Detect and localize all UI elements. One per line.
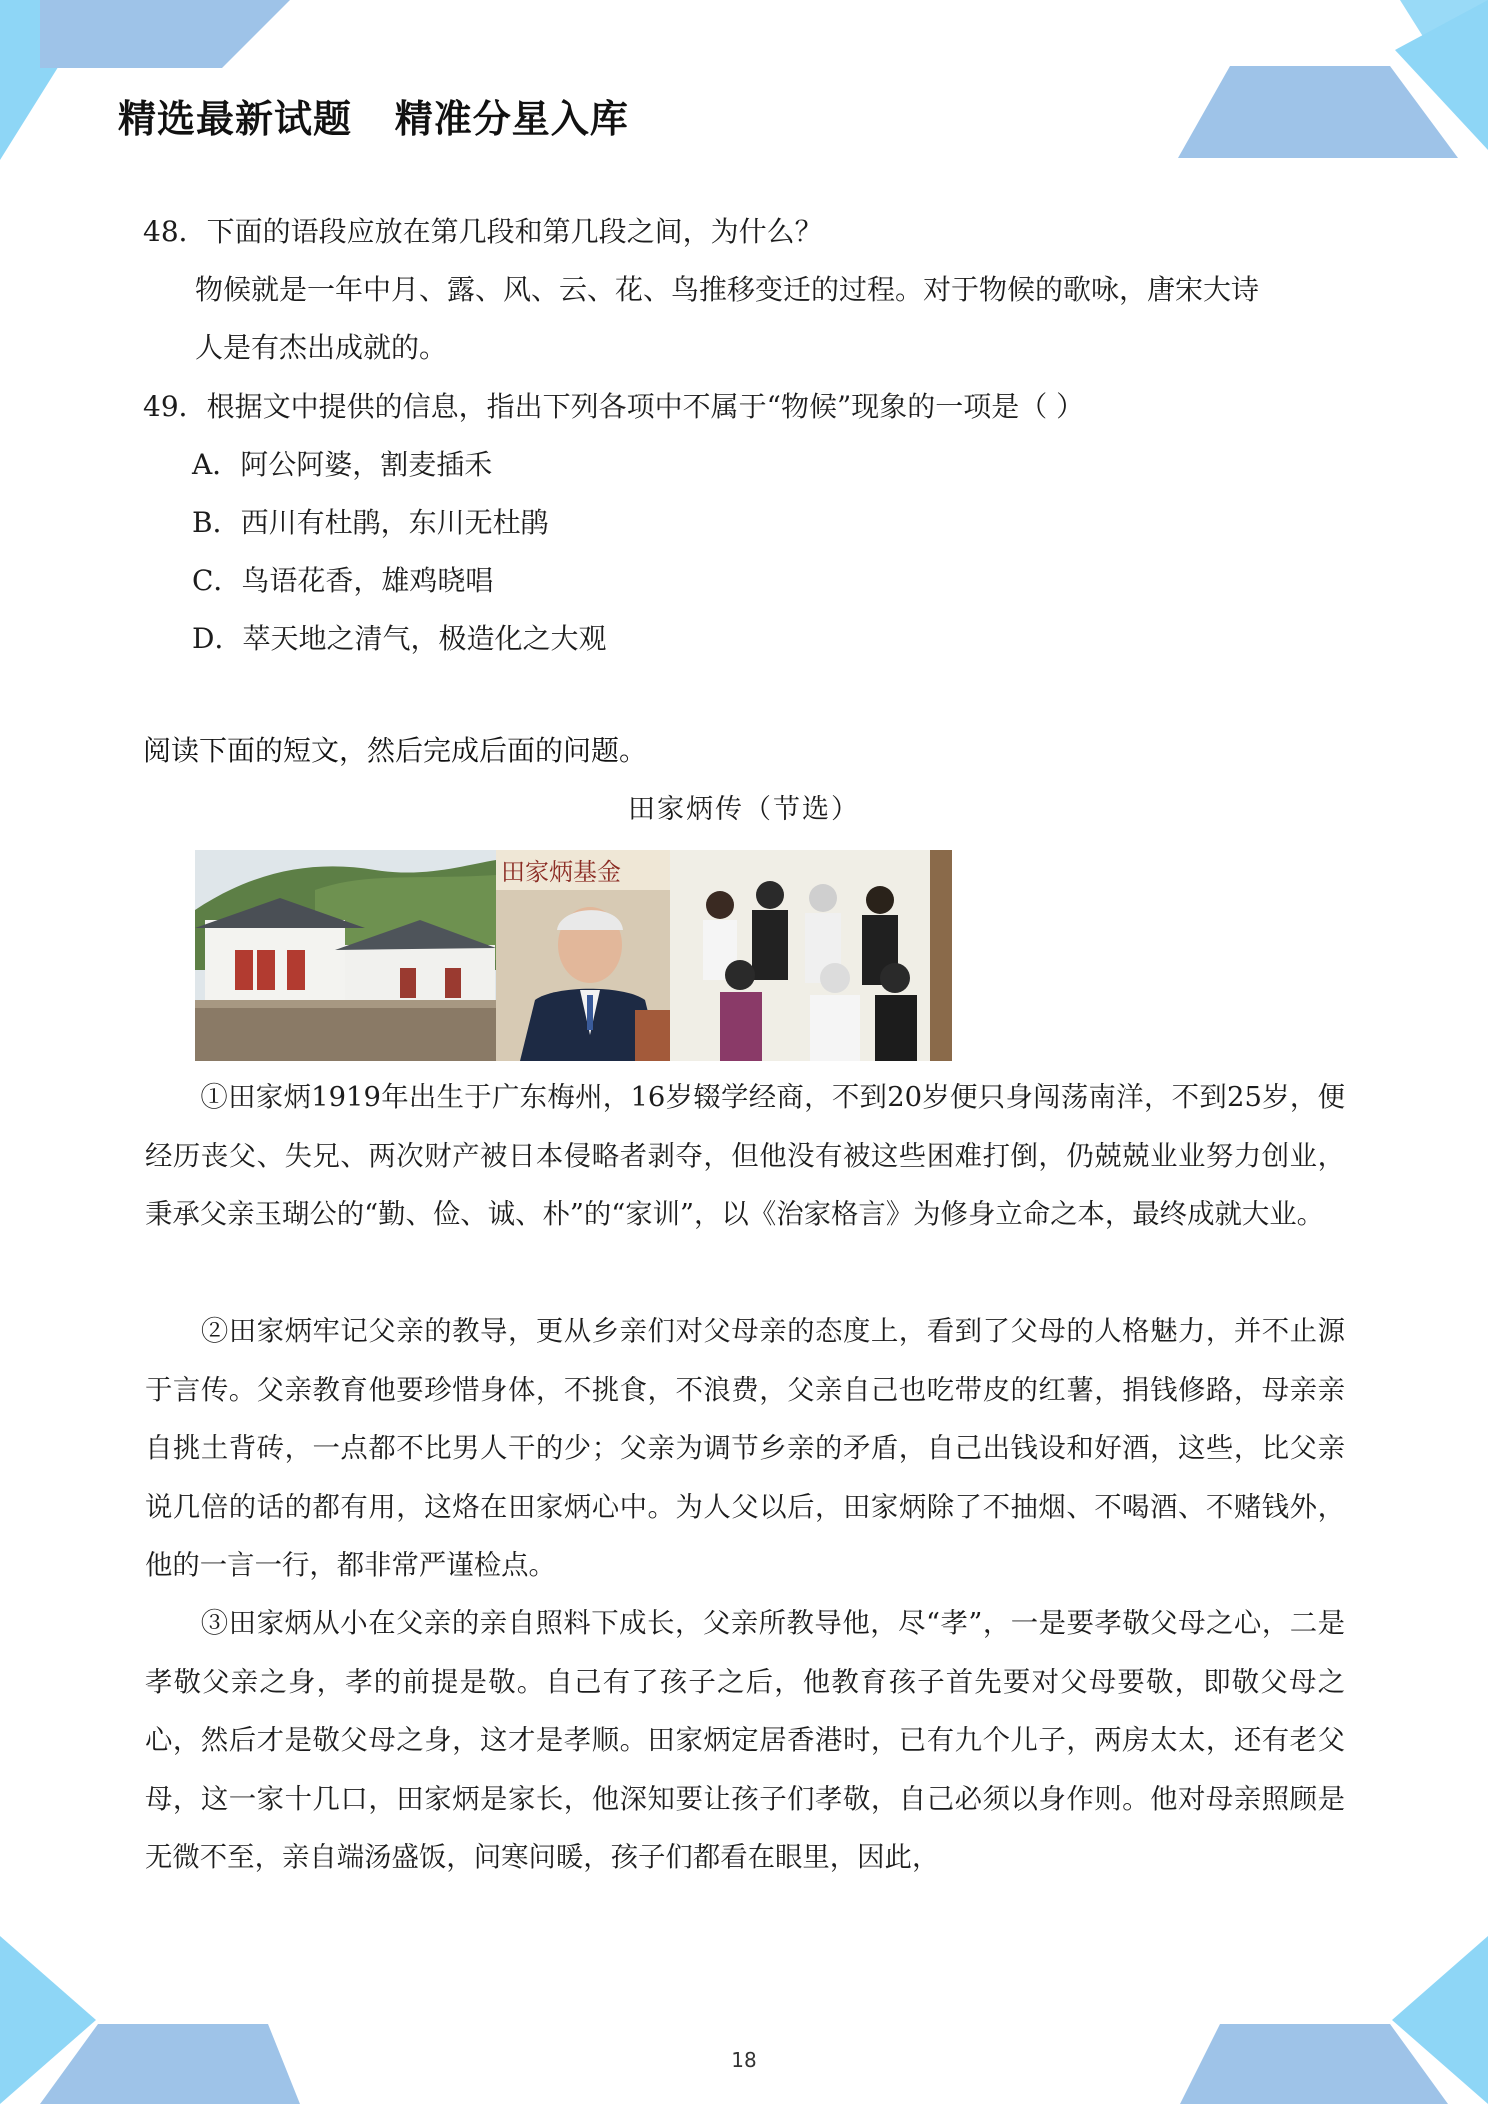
photo-strip	[195, 850, 952, 1061]
photo-family-group	[670, 850, 952, 1061]
top-right-decoration	[1178, 0, 1488, 158]
photo-ancestral-house	[195, 850, 496, 1061]
bottom-right-decoration	[1180, 1936, 1488, 2104]
question-48-stem: 48．下面的语段应放在第几段和第几段之间，为什么？	[143, 215, 823, 248]
reading-instruction: 阅读下面的短文，然后完成后面的问题。	[143, 734, 648, 767]
question-49-stem: 49．根据文中提供的信息，指出下列各项中不属于“物候”现象的一项是（ ）	[143, 390, 1085, 423]
passage-paragraph-1: ①田家炳1919年出生于广东梅州，16岁辍学经商，不到20岁便只身闯荡南洋，不到25岁，便经历丧父、失兄、两次财产被日本侵略者剥夺，但他没有被这些困难打倒，仍兢兢业业努力创业，秉承父亲玉瑚公的“勤、俭、诚、朴”的“家训”，以《治家格言》为修身立命之本，最终成就大业。	[145, 1082, 1345, 1230]
photo-portrait	[496, 850, 670, 1061]
question-49-option-a: A．阿公阿婆，割麦插禾	[192, 448, 493, 481]
passage-title: 田家炳传（节选）	[628, 794, 860, 825]
page-number: 18	[731, 2048, 757, 2072]
passage-paragraph-3: ③田家炳从小在父亲的亲自照料下成长，父亲所教导他，尽“孝”，一是要孝敬父母之心，二是孝敬父亲之身，孝的前提是敬。自己有了孩子之后，他教育孩子首先要对父母要敬，即敬父母之心，然后才是敬父母之身，这才是孝顺。田家炳定居香港时，已有九个儿子，两房太太，还有老父母，这一家十几口，田家炳是家长，他深知要让孩子们孝敬，自己必须以身作则。他对母亲照顾是无微不至，亲自端汤盛饭，问寒问暖，孩子们都看在眼里，因此，	[145, 1608, 1345, 1873]
question-48-quote-line-2: 人是有杰出成就的。	[195, 331, 448, 364]
question-49-option-d: D．萃天地之清气，极造化之大观	[192, 622, 607, 655]
question-49-option-b: B．西川有杜鹃，东川无杜鹃	[192, 506, 549, 539]
passage-paragraph-2: ②田家炳牢记父亲的教导，更从乡亲们对父母亲的态度上，看到了父母的人格魅力，并不止源于言传。父亲教育他要珍惜身体，不挑食，不浪费，父亲自己也吃带皮的红薯，捐钱修路，母亲亲自挑土背砖，一点都不比男人干的少；父亲为调节乡亲的矛盾，自己出钱设和好酒，这些，比父亲说几倍的话的都有用，这烙在田家炳心中。为人父以后，田家炳除了不抽烟、不喝酒、不赌钱外，他的一言一行，都非常严谨检点。	[145, 1316, 1345, 1581]
photo-sign-text: 田家炳基金	[501, 858, 621, 886]
question-48-quote-line-1: 物候就是一年中月、露、风、云、花、鸟推移变迁的过程。对于物候的歌咏，唐宋大诗	[195, 273, 1260, 306]
header-title: 精选最新试题 精准分星入库	[118, 97, 629, 141]
bottom-left-decoration	[0, 1936, 300, 2104]
question-49-option-c: C．鸟语花香，雄鸡晓唱	[192, 564, 494, 597]
